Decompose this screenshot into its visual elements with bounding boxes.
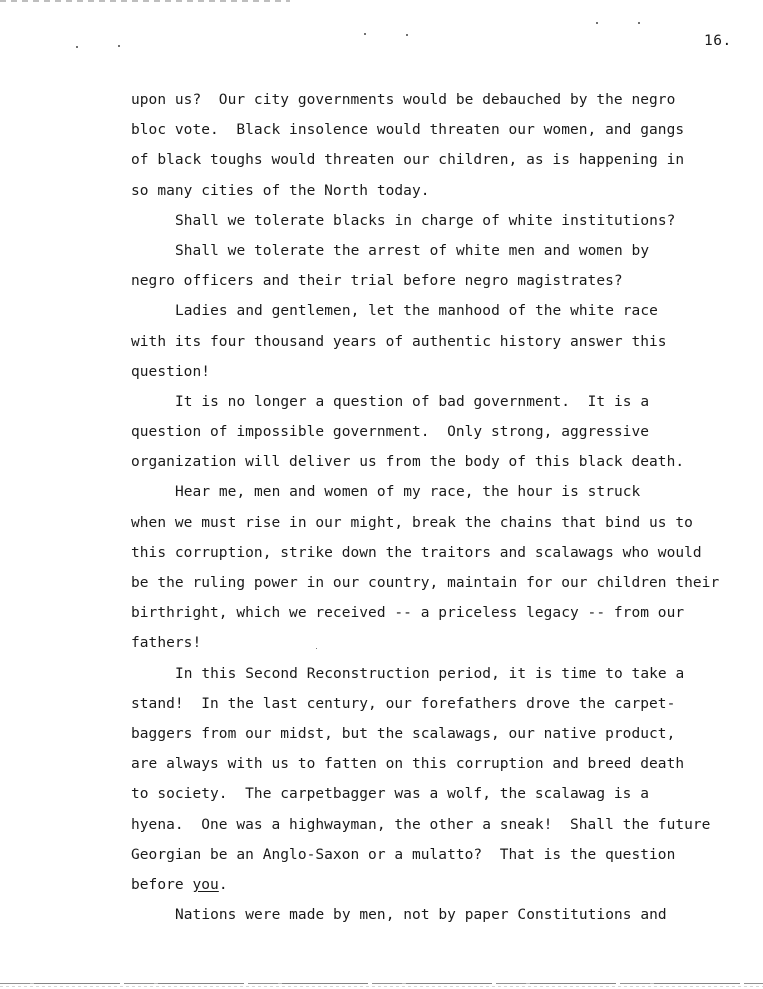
text-line: bloc vote. Black insolence would threaten our women, and gangs <box>131 122 685 139</box>
text-line: Shall we tolerate the arrest of white men and women by <box>175 242 650 259</box>
text-line: fathers! <box>131 635 202 652</box>
scan-speck <box>118 45 120 47</box>
scan-speck <box>638 22 640 24</box>
text-line: question of impossible government. Only strong, aggressive <box>131 424 650 441</box>
text-line: Ladies and gentlemen, let the manhood of the white race <box>175 303 658 320</box>
text-line: with its four thousand years of authentic history answer this <box>131 333 667 350</box>
before-you-prefix: before <box>131 876 193 893</box>
page-number: 16. <box>704 33 732 49</box>
text-line: baggers from our midst, but the scalawags, our native product, <box>131 725 676 742</box>
text-line: of black toughs would threaten our children, as is happening in <box>131 152 685 169</box>
text-line: It is no longer a question of bad government. It is a <box>175 393 650 410</box>
text-line: when we must rise in our might, break the chains that bind us to <box>131 514 693 531</box>
text-line: negro officers and their trial before negro magistrates? <box>131 273 623 290</box>
text-line: organization will deliver us from the body of this black death. <box>131 454 685 471</box>
text-line: this corruption, strike down the traitors and scalawags who would <box>131 544 702 561</box>
text-line: In this Second Reconstruction period, it is time to take a <box>175 665 685 682</box>
text-line: Hear me, men and women of my race, the hour is struck <box>175 484 641 501</box>
text-line: birthright, which we received -- a priceless legacy -- from our <box>131 605 685 622</box>
scan-artifact-bottom-rule <box>0 983 763 984</box>
before-you-suffix: . <box>218 876 228 893</box>
scan-speck <box>364 33 366 35</box>
text-line: hyena. One was a highwayman, the other a sneak! Shall the future <box>131 816 711 833</box>
text-line: stand! In the last century, our forefathers drove the carpet- <box>131 695 676 712</box>
scan-artifact-bottom-rule <box>0 986 763 987</box>
body-text <box>131 89 751 934</box>
text-line: upon us? Our city governments would be debauched by the negro <box>131 92 676 108</box>
scan-speck <box>596 22 598 24</box>
text-line: Georgian be an Anglo-Saxon or a mulatto? That is the question <box>131 846 676 863</box>
text-line: so many cities of the North today. <box>131 182 430 199</box>
text-line: to society. The carpetbagger was a wolf, the scalawag is a <box>131 786 650 803</box>
text-line: Shall we tolerate blacks in charge of white institutions? <box>175 212 676 229</box>
scan-speck <box>76 46 78 48</box>
text-line: question! <box>131 363 211 380</box>
scan-artifact-top-dashes <box>0 0 290 2</box>
scan-speck <box>406 34 408 36</box>
underlined-you: you <box>192 876 219 893</box>
text-line: Nations were made by men, not by paper Constitutions and <box>175 907 667 924</box>
text-line-before-you <box>131 874 751 904</box>
text-line: be the ruling power in our country, maintain for our children their <box>131 575 720 591</box>
text-line: are always with us to fatten on this corruption and breed death <box>131 756 685 773</box>
